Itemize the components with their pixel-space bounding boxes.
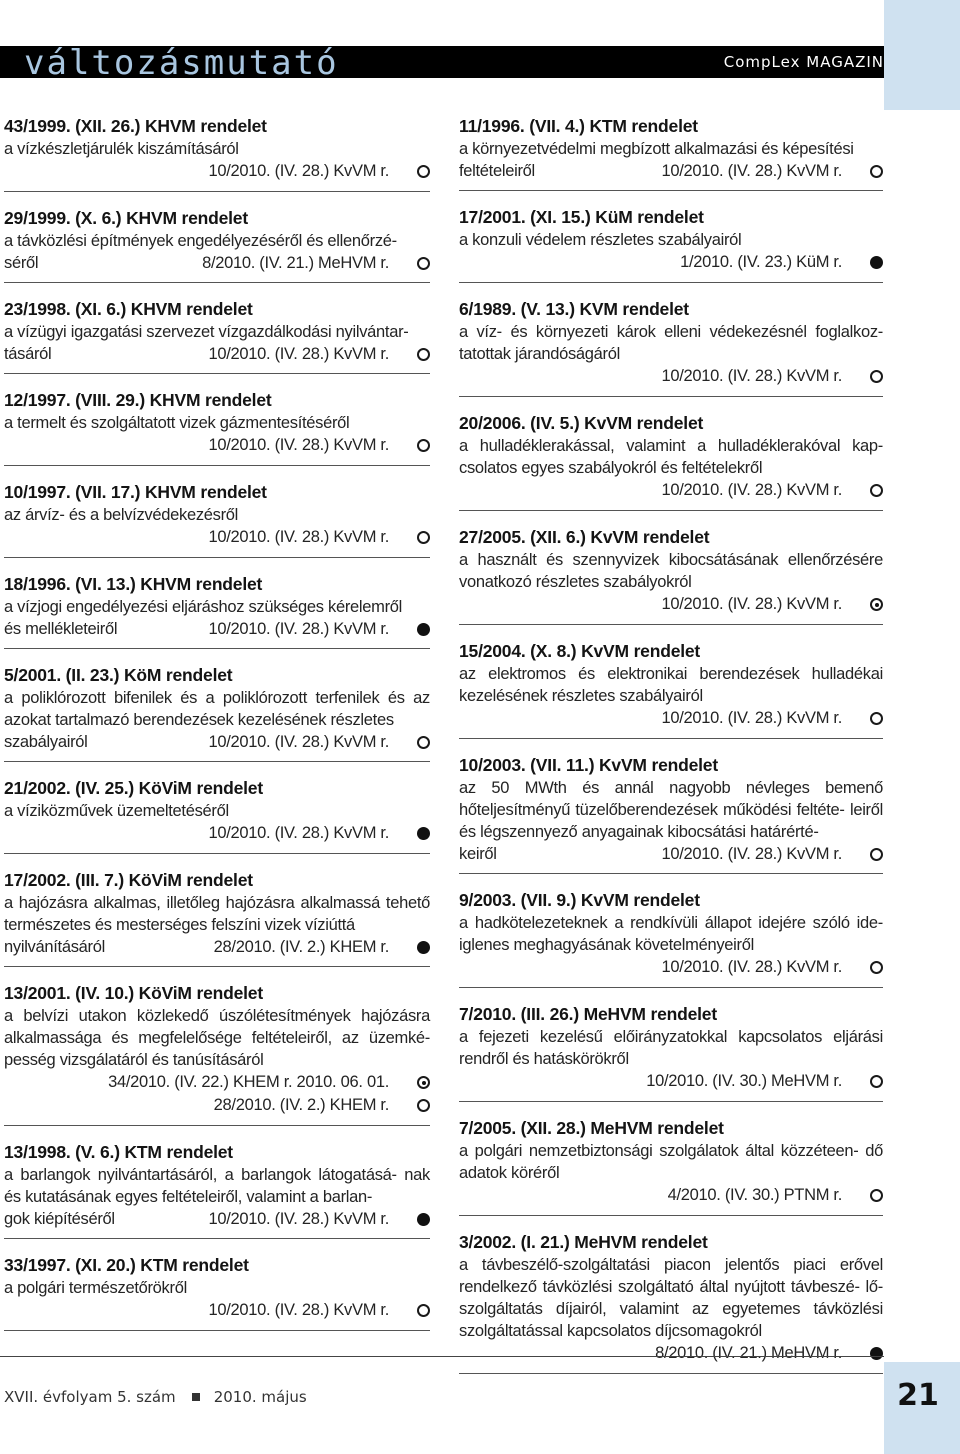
regulation-title: 20/2006. (IV. 5.) KvVM rendelet [459, 413, 704, 433]
footer-volume: XVII. évfolyam 5. szám [4, 1388, 176, 1406]
regulation-title: 27/2005. (XII. 6.) KvVM rendelet [459, 527, 710, 547]
amendment-reference [4, 1299, 430, 1322]
regulation-title: 13/1998. (V. 6.) KTM rendelet [4, 1142, 233, 1162]
regulation-entry [4, 868, 430, 967]
open-circle-icon [870, 1075, 883, 1088]
regulation-description-end: nyilvánításáról [4, 938, 105, 956]
amendment-text: 28/2010. (IV. 2.) KHEM r. [213, 1096, 389, 1114]
amendment-reference [4, 252, 430, 274]
footer-rule [0, 1356, 884, 1357]
regulation-entry [4, 1140, 430, 1239]
amendment-text: 10/2010. (IV. 28.) KvVM r. [208, 528, 389, 546]
regulation-entry [459, 297, 883, 397]
regulation-description: a vízjogi engedélyezési eljáráshoz szükséges kérelemről [4, 598, 403, 616]
amendment-reference [459, 479, 883, 502]
regulation-title: 11/1996. (VII. 4.) KTM rendelet [459, 116, 698, 136]
regulation-description: a fejezeti kezelésű előirányzatokkal kapcsolatos eljárási rendről és hatáskörökről [459, 1028, 883, 1068]
regulation-title: 5/2001. (II. 23.) KöM rendelet [4, 665, 233, 685]
regulation-entry [459, 1116, 883, 1216]
amendment-reference [4, 822, 430, 845]
filled-circle-icon [870, 1347, 883, 1360]
regulation-entry [459, 525, 883, 625]
regulation-entry [459, 1002, 883, 1102]
regulation-entry [4, 663, 430, 762]
amendment-text: 10/2010. (IV. 28.) KvVM r. [661, 367, 842, 385]
regulation-description: a távbeszélő-szolgáltatási piacon jelentős piaci erővel rendelkező távközlési szolgáltató által nyújtott távbeszé- lő-szolgáltatás díjairól, valamint az egyetemes távközlési szolgáltatással kapcsolatos díjcsomagokról [459, 1256, 883, 1340]
amendment-text: 10/2010. (IV. 28.) KvVM r. [208, 824, 389, 842]
regulation-title: 29/1999. (X. 6.) KHVM rendelet [4, 208, 248, 228]
regulation-description: a termelt és szolgáltatott vizek gázmentesítéséről [4, 414, 350, 432]
regulation-entry [459, 205, 883, 283]
amendment-reference [4, 160, 430, 183]
open-circle-icon [417, 439, 430, 452]
amendment-reference [459, 1342, 883, 1365]
amendment-text: 28/2010. (IV. 2.) KHEM r. [213, 938, 389, 956]
regulation-description: a távközlési építmények engedélyezéséről és ellenőrzé- [4, 232, 397, 250]
amendment-text: 10/2010. (IV. 28.) KvVM r. [208, 1210, 389, 1228]
regulation-title: 13/2001. (IV. 10.) KöViM rendelet [4, 983, 263, 1003]
regulation-description-end: szabályairól [4, 733, 88, 751]
regulation-entry [4, 480, 430, 558]
regulation-entry [459, 753, 883, 874]
amendment-text: 10/2010. (IV. 28.) KvVM r. [661, 595, 842, 613]
regulation-description-end: és mellékleteiről [4, 620, 118, 638]
regulation-entry [4, 572, 430, 649]
amendment-reference [459, 365, 883, 388]
regulation-description: a víz- és környezeti károk elleni védekezésnél foglalkoz- tatottak járandóságáról [459, 323, 883, 363]
section-title: változásmutató [24, 43, 339, 83]
amendment-text: 10/2010. (IV. 28.) KvVM r. [661, 481, 842, 499]
filled-circle-icon [870, 256, 883, 269]
regulation-description: a víziközművek üzemeltetéséről [4, 802, 229, 820]
regulation-entry [4, 1253, 430, 1331]
right-column [459, 114, 883, 1388]
amendment-reference [459, 1070, 883, 1093]
amendment-text: 1/2010. (IV. 23.) KüM r. [680, 253, 842, 271]
open-circle-icon [417, 1304, 430, 1317]
regulation-description: az elektromos és elektronikai berendezések hulladékai kezelésének részletes szabályairól [459, 665, 883, 705]
regulation-entry [459, 888, 883, 988]
amendment-reference [4, 1208, 430, 1230]
dotted-circle-icon [417, 1076, 430, 1089]
amendment-text: 10/2010. (IV. 28.) KvVM r. [661, 162, 842, 180]
open-circle-icon [870, 848, 883, 861]
amendment-text: 10/2010. (IV. 28.) KvVM r. [661, 845, 842, 863]
amendment-reference [4, 731, 430, 753]
regulation-entry [459, 1230, 883, 1374]
corner-tab-top [884, 0, 960, 110]
filled-circle-icon [417, 1213, 430, 1226]
amendment-text: 10/2010. (IV. 28.) KvVM r. [661, 709, 842, 727]
regulation-description-end: keiről [459, 845, 497, 863]
regulation-entry [4, 114, 430, 192]
filled-circle-icon [417, 827, 430, 840]
regulation-description: a polgári nemzetbiztonsági szolgálatok által közzéteen- dő adatok köréről [459, 1142, 883, 1182]
amendment-reference [4, 1071, 430, 1094]
amendment-reference [459, 843, 883, 865]
footer-date: 2010. május [213, 1388, 307, 1406]
amendment-text: 10/2010. (IV. 28.) KvVM r. [208, 620, 389, 638]
regulation-description-end: séről [4, 254, 39, 272]
header-bar [0, 43, 884, 83]
open-circle-icon [417, 348, 430, 361]
regulation-title: 17/2002. (III. 7.) KöViM rendelet [4, 870, 253, 890]
regulation-title: 12/1997. (VIII. 29.) KHVM rendelet [4, 390, 272, 410]
open-circle-icon [417, 736, 430, 749]
regulation-description: a használt és szennyvizek kibocsátásának ellenőrzésére vonatkozó részletes szabályokról [459, 551, 883, 591]
regulation-description: a vízügyi igazgatási szervezet vízgazdálkodási nyilvántar- [4, 323, 409, 341]
regulation-description: az 50 MWth és annál nagyobb névleges bemenő hőteljesítményű tüzelőberendezések működési feltéte- leiről és légszennyező anyagainak kibocsátási határérté- [459, 779, 883, 841]
regulation-description: a vízkészletjárulék kiszámításáról [4, 140, 239, 158]
regulation-entry [4, 388, 430, 466]
regulation-title: 33/1997. (XI. 20.) KTM rendelet [4, 1255, 249, 1275]
regulation-title: 7/2005. (XII. 28.) MeHVM rendelet [459, 1118, 724, 1138]
page-corner-tab [884, 0, 960, 1454]
regulation-description: az árvíz- és a belvízvédekezésről [4, 506, 239, 524]
amendment-reference [4, 343, 430, 365]
regulation-title: 3/2002. (I. 21.) MeHVM rendelet [459, 1232, 708, 1252]
amendment-text: 10/2010. (IV. 28.) KvVM r. [208, 436, 389, 454]
regulation-title: 17/2001. (XI. 15.) KüM rendelet [459, 207, 704, 227]
regulation-description: a poliklórozott bifenilek és a poliklórozott terfenilek és az azokat tartalmazó berendezések kezelésének részletes [4, 689, 430, 729]
amendment-text: 34/2010. (IV. 22.) KHEM r. 2010. 06. 01. [108, 1073, 389, 1091]
open-circle-icon [417, 1099, 430, 1112]
regulation-title: 21/2002. (IV. 25.) KöViM rendelet [4, 778, 263, 798]
regulation-title: 10/2003. (VII. 11.) KvVM rendelet [459, 755, 718, 775]
amendment-reference [4, 1094, 430, 1117]
regulation-title: 23/1998. (XI. 6.) KHVM rendelet [4, 299, 253, 319]
amendment-text: 8/2010. (IV. 21.) MeHVM r. [202, 254, 389, 272]
left-column [4, 114, 430, 1345]
regulation-title: 18/1996. (VI. 13.) KHVM rendelet [4, 574, 263, 594]
amendment-text: 4/2010. (IV. 30.) PTNM r. [667, 1186, 842, 1204]
regulation-description: a hadkötelezeteknek a rendkívüli állapot idejére szóló ide- iglenes meghagyásának követelményeiről [459, 914, 883, 954]
square-bullet-icon [192, 1393, 200, 1401]
amendment-reference [459, 1184, 883, 1207]
open-circle-icon [417, 165, 430, 178]
filled-circle-icon [417, 941, 430, 954]
amendment-reference [459, 160, 883, 182]
page-number: 21 [897, 1378, 939, 1413]
regulation-description: a konzuli védelem részletes szabályairól [459, 231, 742, 249]
regulation-title: 9/2003. (VII. 9.) KvVM rendelet [459, 890, 700, 910]
open-circle-icon [870, 1189, 883, 1202]
regulation-entry [4, 981, 430, 1126]
regulation-entry [459, 114, 883, 191]
amendment-text: 10/2010. (IV. 28.) KvVM r. [208, 345, 389, 363]
regulation-description: a polgári természetőrökről [4, 1279, 187, 1297]
open-circle-icon [870, 712, 883, 725]
amendment-reference [459, 593, 883, 616]
regulation-entry [4, 206, 430, 283]
amendment-reference [4, 526, 430, 549]
open-circle-icon [870, 961, 883, 974]
open-circle-icon [870, 165, 883, 178]
amendment-reference [4, 936, 430, 958]
open-circle-icon [870, 370, 883, 383]
footer [4, 1388, 307, 1406]
regulation-entry [4, 776, 430, 854]
regulation-description: a hulladéklerakással, valamint a hulladéklerakóval kap- csolatos egyes szabályokról és feltételekről [459, 437, 883, 477]
amendment-reference [4, 618, 430, 640]
amendment-reference [4, 434, 430, 457]
amendment-text: 10/2010. (IV. 28.) KvVM r. [661, 958, 842, 976]
regulation-description-end: tásáról [4, 345, 52, 363]
amendment-reference [459, 707, 883, 730]
amendment-reference [459, 956, 883, 979]
amendment-text: 10/2010. (IV. 28.) KvVM r. [208, 162, 389, 180]
open-circle-icon [417, 257, 430, 270]
open-circle-icon [417, 531, 430, 544]
regulation-entry [459, 639, 883, 739]
regulation-title: 6/1989. (V. 13.) KVM rendelet [459, 299, 689, 319]
regulation-description: a hajózásra alkalmas, illetőleg hajózásra alkalmassá tehető természetes és mesterséges felszíni vizek víziúttá [4, 894, 430, 934]
regulation-description-end: gok kiépítéséről [4, 1210, 115, 1228]
amendment-reference [459, 251, 883, 274]
regulation-entry [459, 411, 883, 511]
regulation-description-end: feltételeiről [459, 162, 535, 180]
regulation-entry [4, 297, 430, 374]
amendment-text: 10/2010. (IV. 28.) KvVM r. [208, 1301, 389, 1319]
regulation-title: 15/2004. (X. 8.) KvVM rendelet [459, 641, 701, 661]
open-circle-icon [870, 484, 883, 497]
amendment-text: 10/2010. (IV. 28.) KvVM r. [208, 733, 389, 751]
amendment-text: 10/2010. (IV. 30.) MeHVM r. [646, 1072, 842, 1090]
regulation-title: 7/2010. (III. 26.) MeHVM rendelet [459, 1004, 717, 1024]
regulation-description: a barlangok nyilvántartásáról, a barlangok látogatásá- nak és kutatásának egyes feltételeiről, valamint a barlan- [4, 1166, 430, 1206]
dotted-circle-icon [870, 598, 883, 611]
regulation-description: a környezetvédelmi megbízott alkalmazási és képesítési [459, 140, 854, 158]
amendment-text: 8/2010. (IV. 21.) MeHVM r. [655, 1344, 842, 1362]
regulation-title: 10/1997. (VII. 17.) KHVM rendelet [4, 482, 267, 502]
filled-circle-icon [417, 623, 430, 636]
regulation-description: a belvízi utakon közlekedő úszólétesítmények hajózásra alkalmassága és megfelelősége feltételeiről, az üzemké- pesség vizsgálatáról és tanúsításáról [4, 1007, 430, 1069]
magazine-name: CompLex MAGAZIN [723, 53, 884, 71]
regulation-title: 43/1999. (XII. 26.) KHVM rendelet [4, 116, 267, 136]
